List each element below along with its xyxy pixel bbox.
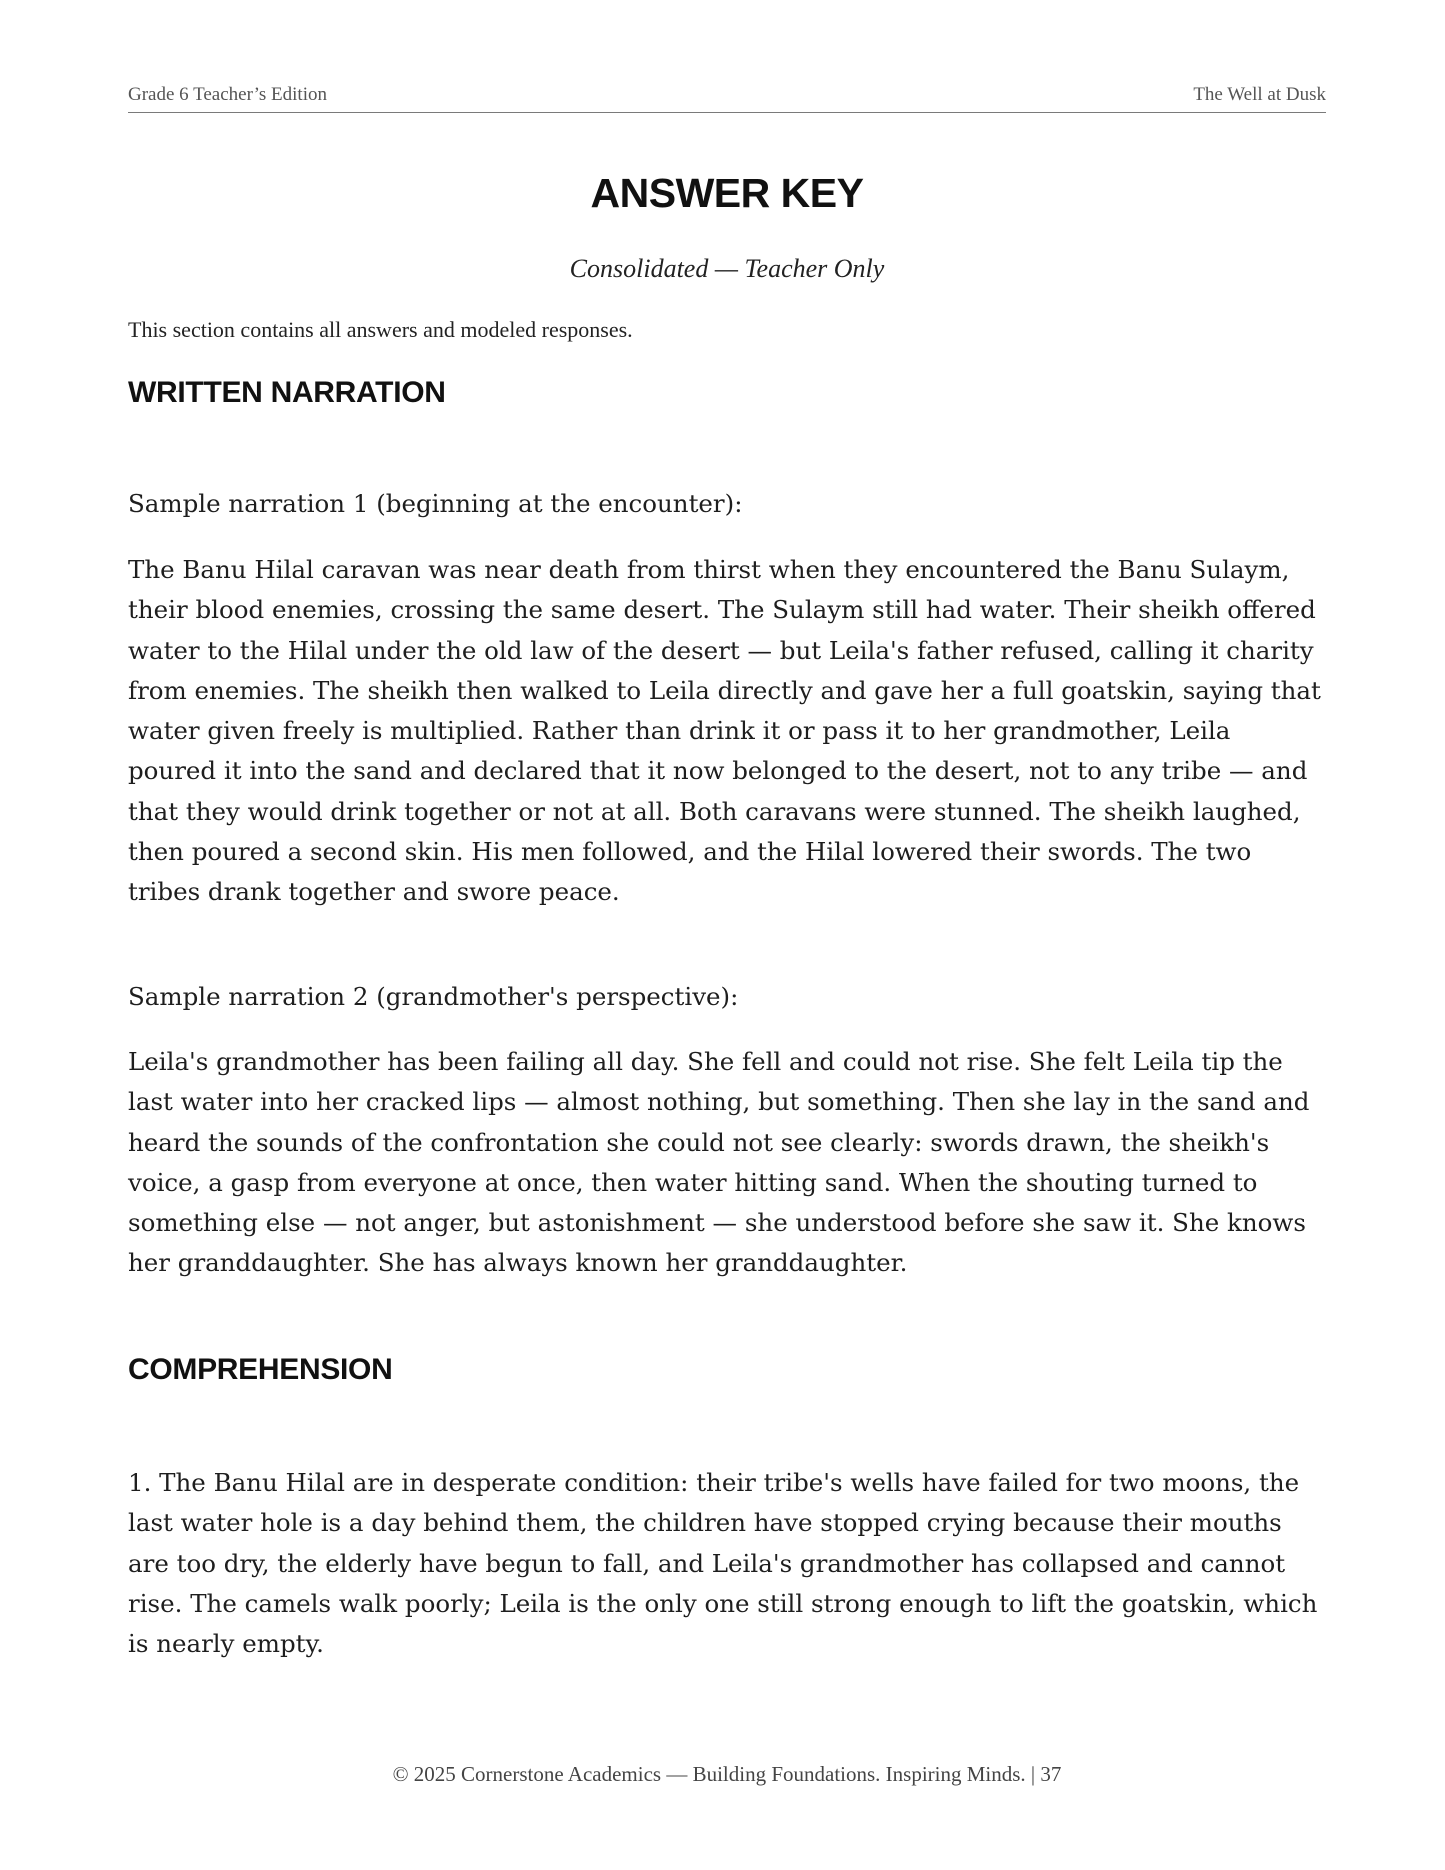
page-title: ANSWER KEY [590,170,864,216]
sample-narration-2-label: Sample narration 2 (grandmother's perspective): [128,982,739,1011]
running-header [128,84,1326,113]
header-story-title: The Well at Dusk [1193,84,1326,105]
page-subtitle: Consolidated — Teacher Only [569,254,885,283]
header-grade-label: Grade 6 Teacher’s Edition [128,84,327,105]
page-footer: © 2025 Cornerstone Academics — Building Foundations. Inspiring Minds. | 37 [392,1762,1062,1786]
document-page [128,0,1326,1870]
sample-narration-1-text: The Banu Hilal caravan was near death from thirst when they encountered the Banu Sulaym, their blood enemies, crossing the same desert. The Sulaym still had water. Their sheikh offered water to the Hilal under the old law of the desert — but Leila's father refused, calling it charity from enemies. The sheikh then walked to Leila directly and gave her a full goatskin, saying that water given freely is multiplied. Rather than drink it or pass it to her grandmother, Leila poured it into the sand and declared that it now belonged to the desert, not to any tribe — and that they would drink together or not at all. Both caravans were stunned. The sheikh laughed, then poured a second skin. His men followed, and the Hilal lowered their swords. The two tribes drank together and swore peace. [128,555,1321,907]
section-heading-comprehension: COMPREHENSION [128,1353,393,1386]
sample-narration-1-label: Sample narration 1 (beginning at the encounter): [128,489,743,518]
comprehension-answer-1: 1. The Banu Hilal are in desperate condition: their tribe's wells have failed for two moons, the last water hole is a day behind them, the children have stopped crying because their mouths are too dry, the elderly have begun to fall, and Leila's grandmother has collapsed and cannot rise. The camels walk poorly; Leila is the only one still strong enough to lift the goatskin, which is nearly empty. [128,1468,1318,1659]
sample-narration-2-text: Leila's grandmother has been failing all day. She fell and could not rise. She felt Leila tip the last water into her cracked lips — almost nothing, but something. Then she lay in the sand and heard the sounds of the confrontation she could not see clearly: swords drawn, the sheikh's voice, a gasp from everyone at once, then water hitting sand. When the shouting turned to something else — not anger, but astonishment — she understood before she saw it. She knows her granddaughter. She has always known her granddaughter. [128,1047,1310,1278]
section-heading-written-narration: WRITTEN NARRATION [128,376,446,409]
intro-text: This section contains all answers and modeled responses. [128,317,633,342]
